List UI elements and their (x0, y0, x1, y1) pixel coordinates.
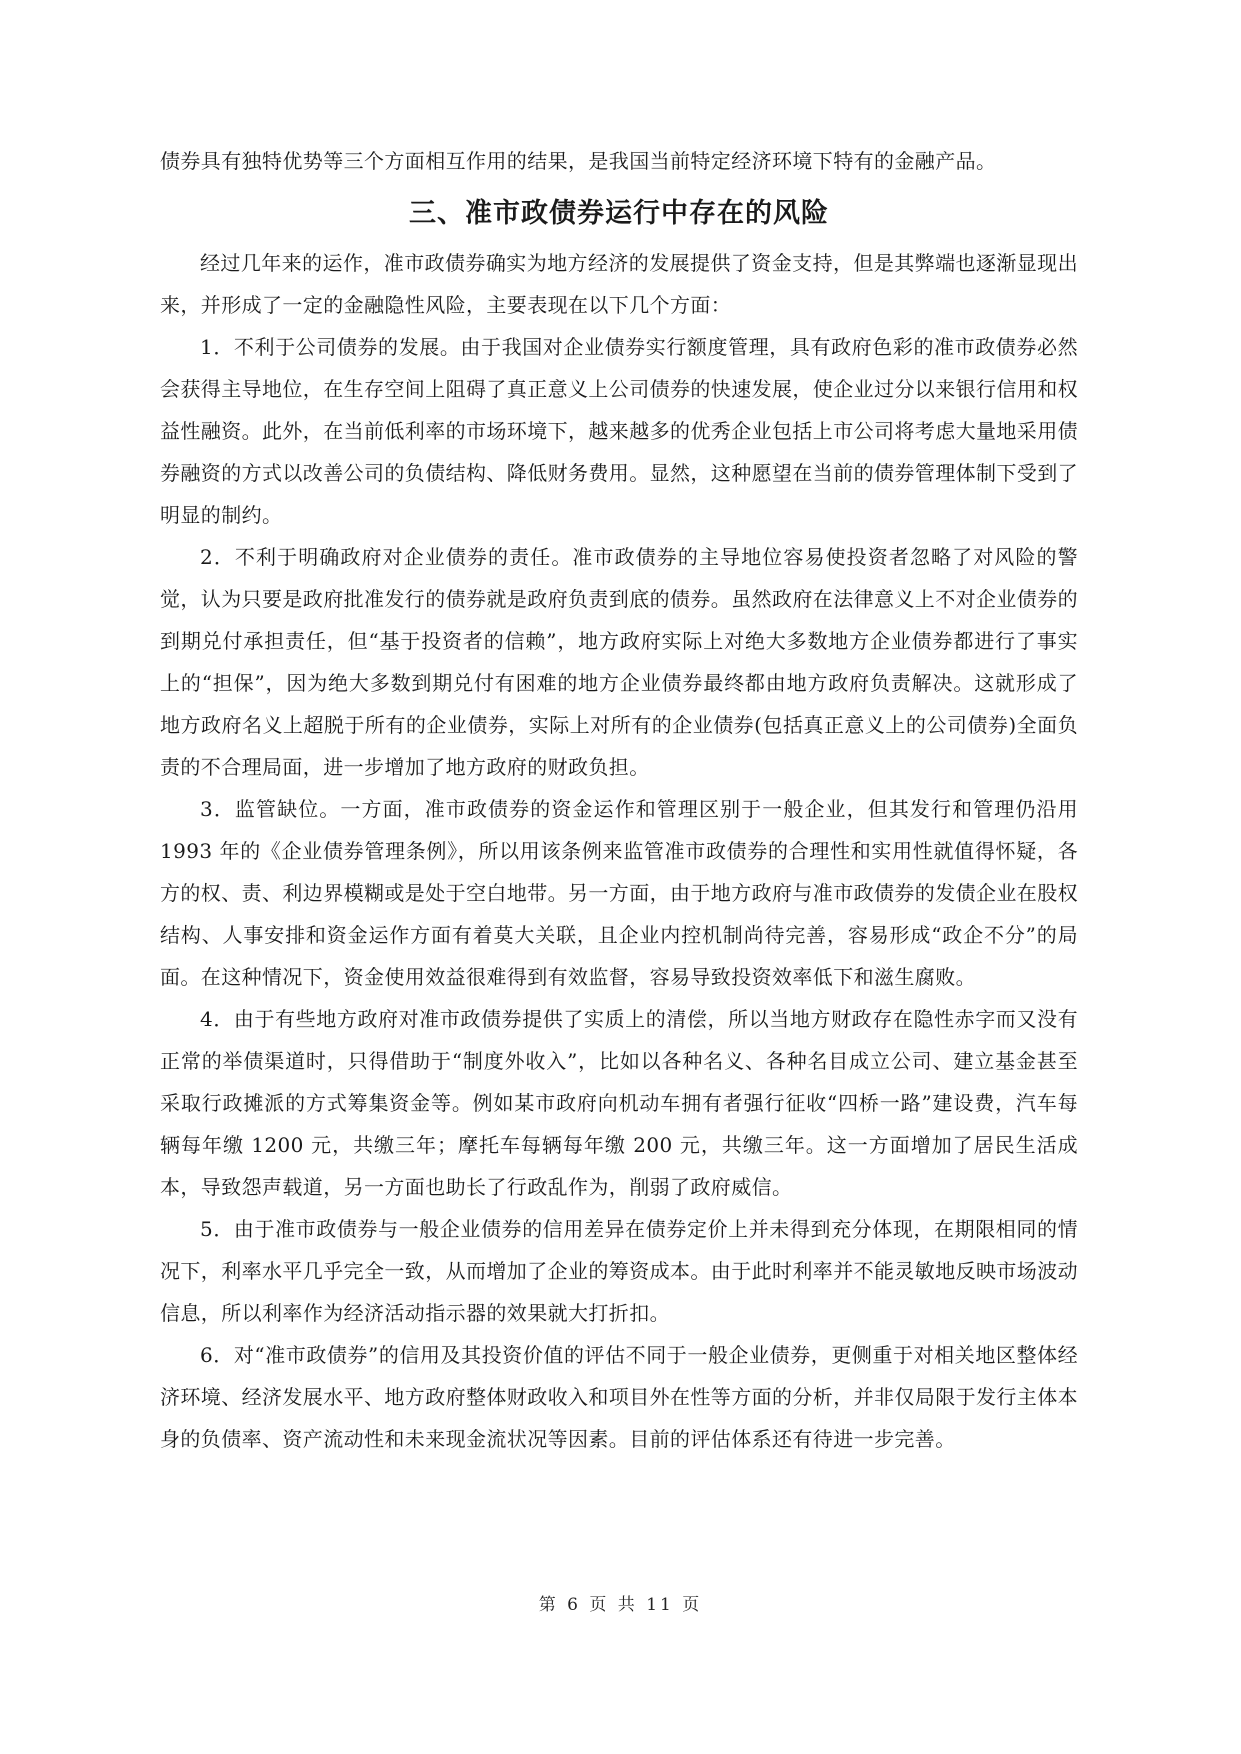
risk-paragraph-6: 6．对“准市政债券”的信用及其投资价值的评估不同于一般企业债券，更侧重于对相关地区整体经济环境、经济发展水平、地方政府整体财政收入和项目外在性等方面的分析，并非仅局限于发行主体本身的负债率、资产流动性和未来现金流状况等因素。目前的评估体系还有待进一步完善。 (160, 1343, 1078, 1451)
document-page (160, 140, 1078, 1460)
risk-paragraph-4: 4．由于有些地方政府对准市政债券提供了实质上的清偿，所以当地方财政存在隐性赤字而又没有正常的举债渠道时，只得借助于“制度外收入”，比如以各种名义、各种名目成立公司、建立基金甚至采取行政摊派的方式筹集资金等。例如某市政府向机动车拥有者强行征收“四桥一路”建设费，汽车每辆每年缴 1200 元，共缴三年；摩托车每辆每年缴 200 元，共缴三年。这一方面增加了居民生活成本，导致怨声载道，另一方面也助长了行政乱作为，削弱了政府威信。 (160, 1007, 1078, 1199)
risk-paragraph-2: 2．不利于明确政府对企业债券的责任。准市政债券的主导地位容易使投资者忽略了对风险的警觉，认为只要是政府批准发行的债券就是政府负责到底的债券。虽然政府在法律意义上不对企业债券的到期兑付承担责任，但“基于投资者的信赖”，地方政府实际上对绝大多数地方企业债券都进行了事实上的“担保”，因为绝大多数到期兑付有困难的地方企业债券最终都由地方政府负责解决。这就形成了地方政府名义上超脱于所有的企业债券，实际上对所有的企业债券(包括真正意义上的公司债券)全面负责的不合理局面，进一步增加了地方政府的财政负担。 (160, 545, 1078, 779)
page-number-footer: 第 6 页 共 11 页 (538, 1595, 703, 1615)
intro-paragraph: 经过几年来的运作，准市政债券确实为地方经济的发展提供了资金支持，但是其弊端也逐渐显现出来，并形成了一定的金融隐性风险，主要表现在以下几个方面： (160, 251, 1078, 317)
risk-paragraph-3: 3．监管缺位。一方面，准市政债券的资金运作和管理区别于一般企业，但其发行和管理仍沿用 1993 年的《企业债券管理条例》，所以用该条例来监管准市政债券的合理性和实用性就值得怀疑，各方的权、责、利边界模糊或是处于空白地带。另一方面，由于地方政府与准市政债券的发债企业在股权结构、人事安排和资金运作方面有着莫大关联，且企业内控机制尚待完善，容易形成“政企不分”的局面。在这种情况下，资金使用效益很难得到有效监督，容易导致投资效率低下和滋生腐败。 (160, 797, 1078, 989)
risk-paragraph-5: 5．由于准市政债券与一般企业债券的信用差异在债券定价上并未得到充分体现，在期限相同的情况下，利率水平几乎完全一致，从而增加了企业的筹资成本。由于此时利率并不能灵敏地反映市场波动信息，所以利率作为经济活动指示器的效果就大打折扣。 (160, 1217, 1078, 1325)
risk-paragraph-1: 1．不利于公司债券的发展。由于我国对企业债券实行额度管理，具有政府色彩的准市政债券必然会获得主导地位，在生存空间上阻碍了真正意义上公司债券的快速发展，使企业过分以来银行信用和权益性融资。此外，在当前低利率的市场环境下，越来越多的优秀企业包括上市公司将考虑大量地采用债券融资的方式以改善公司的负债结构、降低财务费用。显然，这种愿望在当前的债券管理体制下受到了明显的制约。 (160, 335, 1078, 527)
continuation-paragraph: 债券具有独特优势等三个方面相互作用的结果，是我国当前特定经济环境下特有的金融产品。 (160, 149, 997, 173)
section-heading: 三、准市政债券运行中存在的风险 (409, 198, 829, 229)
